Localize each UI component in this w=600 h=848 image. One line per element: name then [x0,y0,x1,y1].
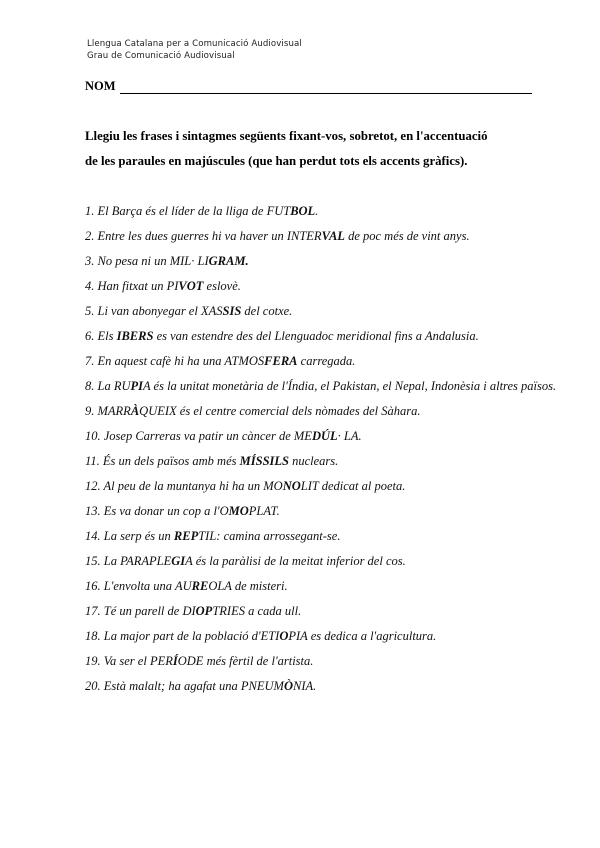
keyword-stressed: Ò [283,679,293,693]
keyword-plain: LIT [300,479,319,493]
keyword-plain: ME [293,429,312,443]
keyword-plain: PARAPLE [120,554,172,568]
keyword-plain: TRIES [212,604,245,618]
keyword-stressed: NO [282,479,301,493]
keyword-stressed: OP [195,604,213,618]
keyword-plain: AU [174,579,192,593]
sentence-text: de poc més de vint anys. [344,229,470,243]
keyword-plain: PNEUM [240,679,284,693]
sentence-item [85,676,565,701]
sentence-item [85,401,565,426]
keyword-plain: RU [113,379,131,393]
sentence-text: 14. La serp és un [85,529,174,543]
keyword-stressed: VOT [178,279,204,293]
sentence-item [85,301,565,326]
sentence-text: 3. No pesa ni un [85,254,170,268]
keyword-plain: INTER [286,229,322,243]
keyword-plain: ETI [260,629,280,643]
keyword-stressed: RE [191,579,209,593]
sentence-item [85,651,565,676]
instructions-line-2: de les paraules en majúscules (que han perdut tots els accents gràfics). [85,154,468,168]
sentence-item [85,326,565,351]
sentence-text: 16. L'envolta una [85,579,175,593]
sentence-text: de misteri. [231,579,288,593]
sentence-item [85,251,565,276]
sentence-text: 10. Josep Carreras va patir un càncer de [85,429,294,443]
keyword-plain: ODE [177,654,204,668]
keyword-plain: O [219,504,229,518]
sentence-text: 11. És un dels països amb més [85,454,240,468]
sentence-item [85,551,565,576]
sentence-text: 9. [85,404,98,418]
sentence-item [85,226,565,251]
sentence-text: es dedica a l'agricultura. [307,629,437,643]
keyword-stressed: GI [171,554,186,568]
instructions-line-1: Llegiu les frases i sintagmes següents fixant-vos, sobretot, en l'accentuació [85,129,488,143]
sentence-item [85,526,565,551]
keyword-plain: A [143,379,151,393]
name-field[interactable] [85,79,532,94]
keyword-plain: QUEIX [139,404,177,418]
sentence-text: més fèrtil de l'artista. [203,654,314,668]
keyword-stressed: SIS [222,304,242,318]
sentence-text: 20. Està malalt; ha agafat una [85,679,241,693]
sentence-text: és la unitat monetària de l'Índia, el Pakistan, el Nepal, Indonèsia i altres països. [150,379,557,393]
keyword-stressed: MÍSSILS [239,454,289,468]
keyword-stressed: GRAM. [208,254,249,268]
keyword-stressed: IBERS [116,329,154,343]
sentence-text: 5. Li van abonyegar el [85,304,201,318]
keyword-plain: TIL [198,529,217,543]
sentence-text: 2. Entre les dues guerres hi va haver un [85,229,287,243]
sentence-item [85,426,565,451]
keyword-plain: NIA [293,679,314,693]
sentence-text: nuclears. [288,454,339,468]
keyword-stressed: MO [228,504,249,518]
keyword-stressed: VAL [321,229,345,243]
keyword-stressed: REP [173,529,199,543]
keyword-stressed: PI [130,379,143,393]
sentence-item [85,501,565,526]
sentence-text: 15. La [85,554,121,568]
sentence-item [85,351,565,376]
keyword-plain: MIL· LI [169,254,209,268]
sentence-item [85,576,565,601]
keyword-stressed: O [279,629,289,643]
keyword-plain: MO [263,479,283,493]
sentence-text: . [315,204,319,218]
sentence-text: es van estendre des del Llenguadoc meridional fins a Andalusia. [153,329,479,343]
sentence-text: 17. Té un parell de [85,604,183,618]
sentence-text: 12. Al peu de la muntanya hi ha un [85,479,264,493]
sentence-text: . [313,679,317,693]
keyword-plain: PI [166,279,179,293]
page-header [87,38,302,62]
course-title: Llengua Catalana per a Comunicació Audiovisual [87,39,302,49]
sentence-text: a cada ull. [244,604,302,618]
sentence-text: 6. Els [85,329,117,343]
sentence-item [85,476,565,501]
keyword-plain: A [185,554,193,568]
keyword-stressed: FERA [264,354,298,368]
keyword-plain: ATMOS [224,354,265,368]
keyword-plain: PER [149,654,173,668]
keyword-plain: FUT [266,204,291,218]
keyword-plain: PIA [288,629,308,643]
sentence-item [85,601,565,626]
sentence-text: . [276,504,280,518]
sentence-text: dedicat al poeta. [318,479,406,493]
keyword-stressed: Í [172,654,178,668]
keyword-plain: PLAT [248,504,277,518]
keyword-stressed: BOL [290,204,316,218]
sentence-item [85,276,565,301]
sentence-text: 18. La major part de la població d' [85,629,261,643]
sentence-text: 8. La [85,379,114,393]
sentence-item [85,626,565,651]
sentence-text: : camina arrossegant-se. [216,529,341,543]
sentence-text: carregada. [297,354,356,368]
sentence-text: 13. Es va donar un cop a l' [85,504,220,518]
sentence-text: 1. El Barça és el líder de la lliga de [85,204,267,218]
keyword-plain: XAS [200,304,223,318]
keyword-stressed: DÚL [311,429,338,443]
instructions [85,124,545,174]
sentence-text: 19. Va ser el [85,654,150,668]
name-underline[interactable] [120,82,532,94]
sentence-item [85,451,565,476]
sentence-text: del cotxe. [241,304,293,318]
keyword-plain: MARR [97,404,131,418]
keyword-plain: · LA [337,429,359,443]
sentence-text: és el centre comercial dels nòmades del Sàhara. [176,404,421,418]
keyword-stressed: À [130,404,140,418]
keyword-plain: DI [182,604,196,618]
degree-title: Grau de Comunicació Audiovisual [87,51,235,61]
sentence-item [85,201,565,226]
sentence-list [85,201,565,701]
sentence-text: 7. En aquest cafè hi ha una [85,354,225,368]
keyword-plain: OLA [208,579,232,593]
name-label: NOM [85,79,116,93]
sentence-text: . [358,429,362,443]
sentence-text: 4. Han fitxat un [85,279,167,293]
sentence-item [85,376,565,397]
sentence-text: és la paràlisi de la meitat inferior del cos. [192,554,406,568]
sentence-text: eslovè. [203,279,241,293]
